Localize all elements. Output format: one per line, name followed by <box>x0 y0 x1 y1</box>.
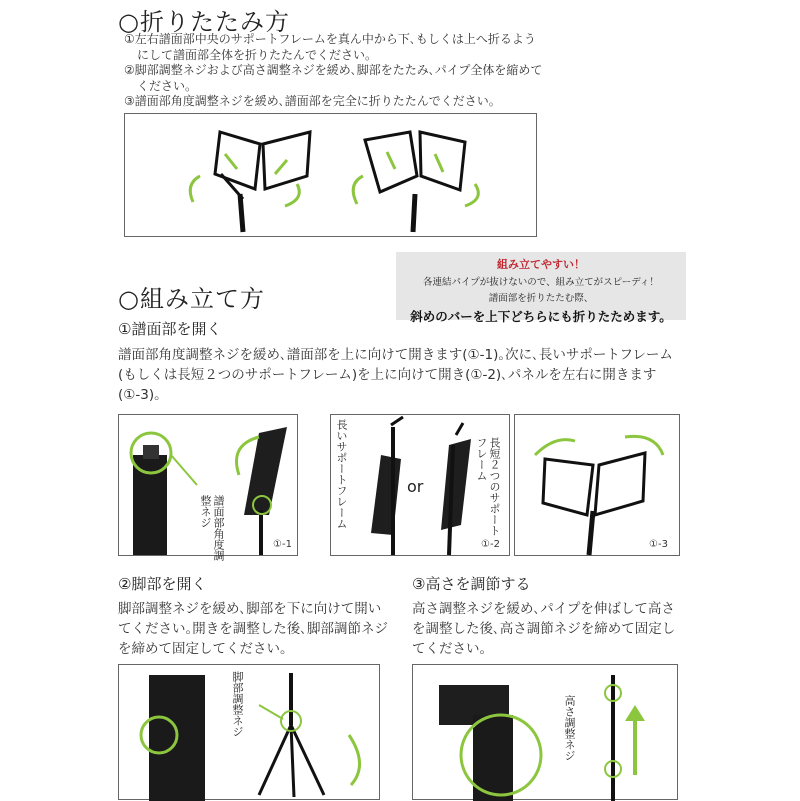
figure-2-drawing <box>119 665 381 801</box>
step1-text: 譜面部角度調整ネジを緩め､譜面部を上に向けて開きます(①-1)｡次に､長いサポートフレーム(もしくは長短２つのサポートフレーム)を上に向けて開き(①-2)､パネルを左右に開きます(①-3)｡ <box>118 347 673 403</box>
callout-line-2: 譜面部を折りたたむ際、 <box>488 293 594 304</box>
step2-text: 脚部調整ネジを緩め､脚部を下に向けて開いてください｡開きを調整した後､脚部調節ネジを締めて固定してください｡ <box>118 601 388 657</box>
fig2-or: or <box>407 477 424 496</box>
folding-step-1: ①左右譜面部中央のサポートフレームを真ん中から下､もしくは上へ折るようにして譜面部全体を折りたたんでください｡ <box>124 32 536 62</box>
figure-1-3 <box>514 414 680 556</box>
assembly-title: ○組み立て方 <box>118 285 265 313</box>
fig3-caption: ①-3 <box>649 539 668 550</box>
folding-step-3: ③譜面部角度調整ネジを緩め､譜面部を完全に折りたたんでください｡ <box>124 94 495 108</box>
folding-illustration <box>124 113 537 237</box>
figure-1-1 <box>118 414 298 561</box>
folding-step-2: ②脚部調整ネジおよび高さ調整ネジを緩め､脚部をたたみ､パイプ全体を縮めてください｡ <box>124 63 543 93</box>
step3-title: ③高さを調節する <box>412 575 531 593</box>
fig2-label-right: 長短２つのサポートフレーム <box>475 437 501 536</box>
fig-step3-label: 高さ調整ネジ <box>563 695 576 761</box>
figure-3-drawing <box>413 665 679 801</box>
fig-step2-label: 脚部調整ネジ <box>231 671 244 737</box>
callout-title: 組み立てやすい！ <box>497 258 585 271</box>
step3-text: 高さ調整ネジを緩め､パイプを伸ばして高さを調整した後､高さ調節ネジを締めて固定してください｡ <box>412 601 676 657</box>
folding-title: ○折りたたみ方 <box>118 8 290 36</box>
figure-1-2 <box>330 414 510 556</box>
callout-line-3: 斜めのバーを上下どちらにも折りたためます。 <box>410 309 672 324</box>
step1-title: ①譜面部を開く <box>118 320 222 338</box>
figure-1-3-drawing <box>515 415 681 557</box>
fig1-caption: ①-1 <box>273 539 292 550</box>
folding-steps <box>124 32 544 110</box>
figure-2 <box>118 664 380 800</box>
fig2-label-left: 長いサポートフレーム <box>335 419 348 529</box>
fig2-caption: ①-2 <box>481 539 500 550</box>
figure-3 <box>412 664 678 800</box>
fig1-label: 譜面部角度調整ネジ <box>199 495 225 561</box>
step2-title: ②脚部を開く <box>118 575 207 593</box>
callout-box <box>396 252 686 324</box>
folding-stand-drawing <box>125 114 538 238</box>
callout-line-1: 各連結パイプが抜けないので、組み立てがスピーディ！ <box>423 277 659 288</box>
